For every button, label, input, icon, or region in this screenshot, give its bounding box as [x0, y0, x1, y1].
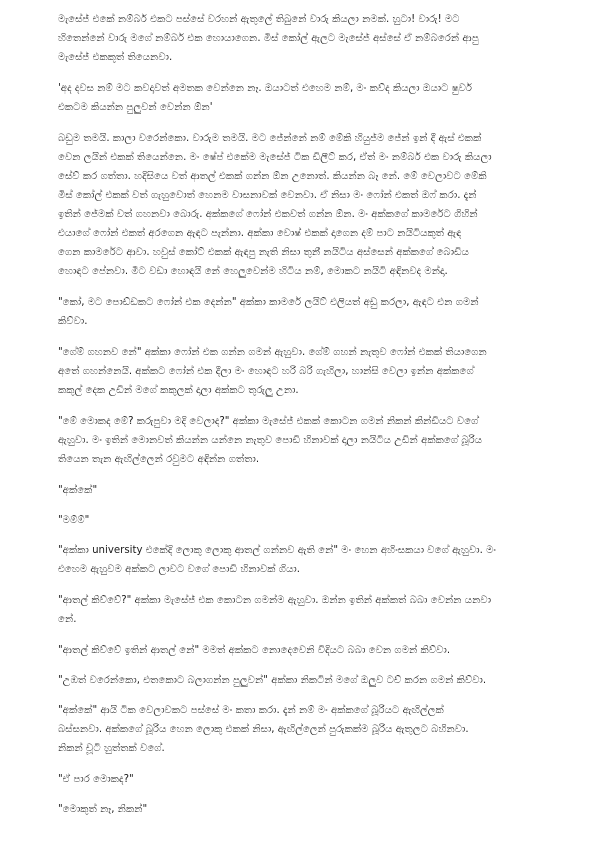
paragraph-5: "ගේම් ගහනව නේ" අක්කා ෆෝන් එක ගන්න ගමන් ඇහුවා. ගේම් ගහන් නැතුව ෆෝන් එකක් තියාගෙන අතේ ගහන්නෙයි. අක්කට ෆෝන් එක දීලා මං හොඳට හරි බරි ගැහිලා, හාන්සි වෙලා ඉන්න අක්කගේ කකුල් දෙක උඩින් මගේ කකුලක් දාලා අක්කට තුරුලු උනා. [58, 347, 487, 396]
paragraph-12: "උඹත් වරෙන්කො, එතකොට බලාගන්න පුලුවන්" අක්කා නිකටින් මගේ ඔලුව ටච් කරන ගමන් කිව්වා. [58, 675, 487, 686]
paragraph-6: "මේ මොකද මේ? කරුපුවා මදි වෙලාද?" අක්කා මැසේජ් එකක් කොටන ගමන් නිකන් කින්ඩියට වගේ ඇහුවා. මං ඉතින් මොනවත් කියන්න යන්නෙ නැතුව පොඩි හිනාවක් දාලා නයිටිය උඩින් අක්කගේ බූරිය තියෙන තැන ඇඟිල්ලෙන් රවුමට අඳින්න ගත්තා. [58, 416, 483, 465]
paragraph-2: 'අද දවස නම් මට කවදාවත් අමතක වෙන්නෙ නෑ. ඔයාටත් එහෙම නම්, මං කව්ද කියලා ඔයාට ෂුවර් එකටම කියන්න පුලුවන් වෙන්න ඕන' [58, 83, 473, 113]
paragraph-15: "මොකුත් නෑ, නිකන්" [58, 804, 148, 815]
paragraph-3: බඩුම තමයි. කාලා වරෙන්කො. වාරුම තමයි. මට ජේන්නේ නම් මේකි හියුජ්ම ජේන් ඉන් දී ඇස් එකක් වෙන ලයින් එකක් තියෙන්නෙ. මං ෂේප් එකේම මැසේජ් ටික ඩිලීට් කර, ඒත් මං නම්බර් එක වාරු කියලා සේව් කර ගත්තා. හදිසියෙ වත් ආතල් එකක් ගන්න ඕන උනොත්. කියන්න බෑ නේ. මේ වෙලාවට මේකි මිස් කෝල් එකක් වත් ගැහුවොත් හෙනම වාසනාවක් වෙනවා. ඒ නිසා මං ෆෝන් එකත් ඔෆ් කරා. දැන් ඉතින් ජේමක් වත් ගහනවා බොරු. අක්කගේ ෆෝන් එකවත් ගන්න ඕන. මං අක්කගේ කාමරේට ගිහින් එයාගේ ෆෝන් එකත් අරගෙන ඇඳට පැන්නා. අක්කා වොෂ් එකක් දාගෙන දම් පාට නයිටියකුත් ඇඳ ගෙන කාමරේට ආවා. හවුස් කෝට් එකක් ඇඳපු නැති නිසා තුනී නයිටිය අස්සෙන් අක්කගේ බොඩිය හොඳට පේනවා. මීට වඩා හොඳයි නේ හෙලුවෙන්ම හිටිය නම්, මොකට නයිටි අඳිනවද මන්දා. [58, 133, 492, 277]
paragraph-11: "ආතල් කිව්වේ ඉතින් ආතල් නේ" මමත් අක්කට නොදෙවෙනි විදියට බබා වෙන ගමන් කිව්වා. [58, 645, 451, 656]
paragraph-7: "අක්කේ" [58, 485, 98, 496]
paragraph-1: මැසේජ් එකේ නම්බර් එකට පස්සේ වරහන් ඇතුලේ තිබුනේ වාරු කියලා නමක්. හුටා! වාරු! මට හිතෙන්නේ වාරු මගේ නම්බර් එක හොයාගෙන. මිස් කෝල් ඇලට මැසේජ් අස්සේ ඒ නම්බරෙන් ආපු මැසේජ් එකකුත් තියෙනවා. [58, 14, 479, 63]
paragraph-14: "ඒ පාර මොකද?" [58, 774, 134, 785]
paragraph-13: "අක්කේ" ආයි ටික වෙලාවකට පස්සේ මං කතා කරා. දැන් නම් මං අක්කගේ බූරියට ඇඟිල්ලක් බස්සනවා. අක්කගේ බූරිය හෙන ලොකු එකක් නිසා, ඇඟිල්ලෙන් පුරුකක්ම බූරිය ඇතුලට බහිනවා. නිකන් චූටි හුත්තක් වගේ. [58, 705, 469, 754]
paragraph-4: "කෝ, මට පොඩ්ඩකට ෆෝන් එක දෙන්න" අක්කා කාමරේ ලයිට් එලියත් අඩු කරලා, ඇඳට එන ගමන් කිව්වා. [58, 297, 479, 327]
paragraph-10: "ආතල් කිව්වේ?" අක්කා මැසේජ් එක කොටන ගමන්ම ඇහුවා. ඔන්න ඉතින් අක්කත් බබා වෙන්න යනවා නේ. [58, 595, 492, 625]
paragraph-8: "මම්ම්" [58, 515, 90, 526]
paragraph-9: "අක්කා university එකේදි ලොකු ලොකු ආතල් ගන්නව ඇති නේ" මං හෙන අහිංසකයා වගේ ඇහුවා. මං එහෙම ඇහුවම අක්කට ලාවට වගේ පොඩි හිනාවක් ගියා. [58, 545, 497, 575]
